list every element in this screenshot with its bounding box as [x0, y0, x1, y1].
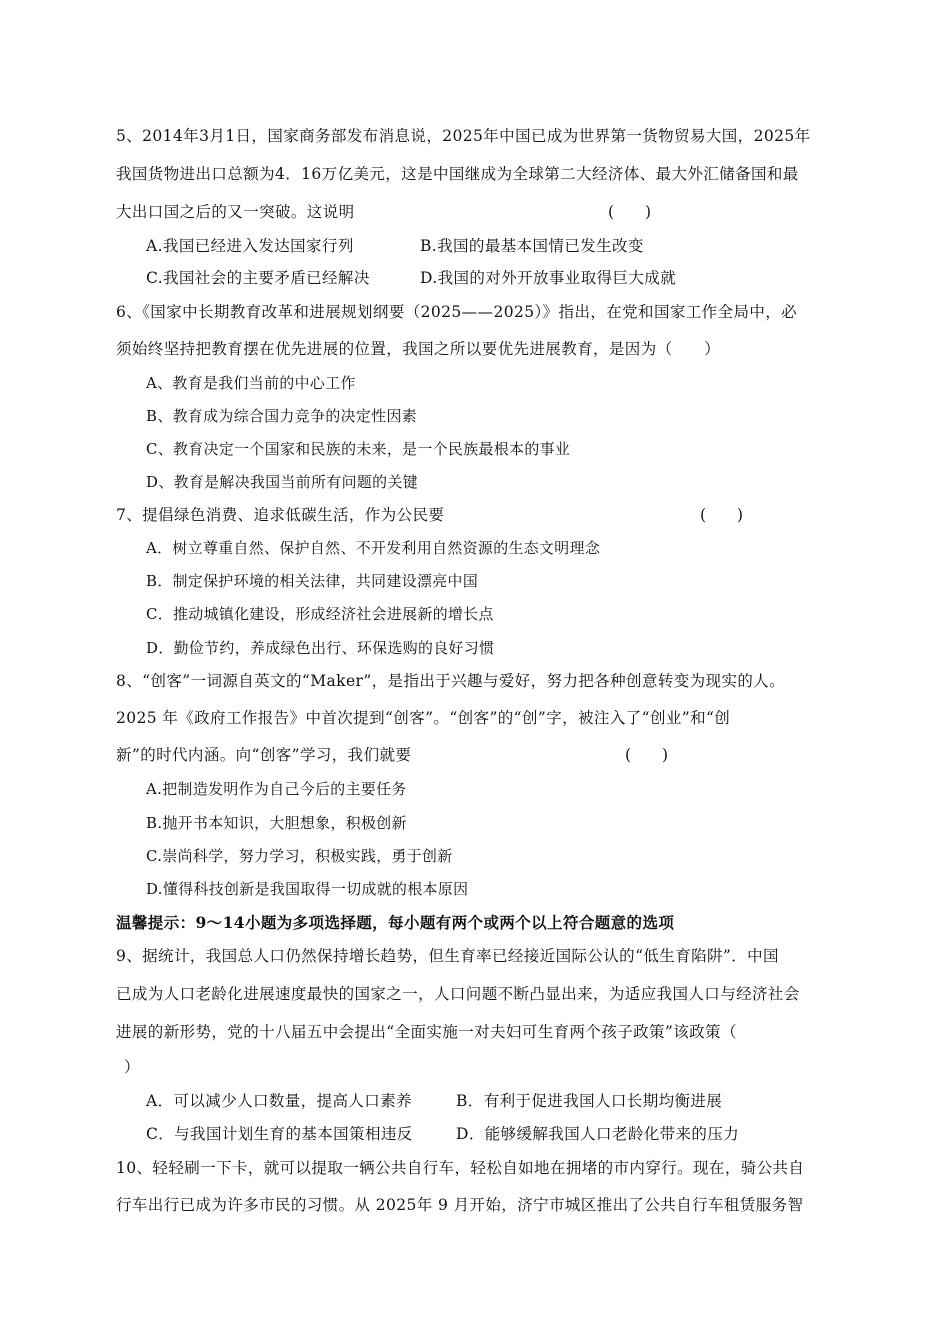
q8-option-c: C.崇尚科学，努力学习，积极实践，勇于创新	[146, 847, 453, 865]
q6-stem-line-2: 须始终坚持把教育摆在优先进展的位置，我国之所以要优先进展教育，是因为（ ）	[116, 340, 721, 358]
q10-stem-line-2: 行车出行已成为许多市民的习惯。从 2025年 9 月开始，济宁市城区推出了公共自行车租赁服务智	[116, 1196, 804, 1214]
q8-option-a: A.把制造发明作为自己今后的主要任务	[146, 780, 407, 798]
q6-option-b: B、教育成为综合国力竞争的决定性因素	[146, 407, 418, 425]
q9-option-b: B．有利于促进我国人口长期均衡进展	[456, 1092, 723, 1110]
q9-option-d: D．能够缓解我国人口老龄化带来的压力	[456, 1125, 740, 1143]
q6-option-c: C、教育决定一个国家和民族的未来，是一个民族最根本的事业	[146, 440, 571, 458]
q9-option-c: C．与我国计划生育的基本国策相违反	[146, 1125, 413, 1143]
q8-option-d: D.懂得科技创新是我国取得一切成就的根本原因	[146, 880, 469, 898]
q7-answer-bracket: ( )	[700, 506, 744, 524]
q5-option-d: D.我国的对外开放事业取得巨大成就	[420, 269, 677, 287]
q9-stem-line-2: 已成为人口老龄化进展速度最快的国家之一，人口问题不断凸显出来，为适应我国人口与经济社会	[116, 985, 800, 1003]
q6-option-a: A、教育是我们当前的中心工作	[146, 374, 356, 392]
q7-option-c: C．推动城镇化建设，形成经济社会进展新的增长点	[146, 605, 494, 623]
q9-stem-line-3: 进展的新形势，党的十八届五中会提出“全面实施一对夫妇可生育两个孩子政策”该政策（	[116, 1023, 737, 1041]
q8-stem-line-2: 2025 年《政府工作报告》中首次提到“创客”。“创客”的“创”字，被注入了“创业”和“创	[116, 709, 731, 727]
q5-option-b: B.我国的最基本国情已发生改变	[420, 237, 644, 255]
q8-stem-line-1: 8、“创客”一词源自英文的“Maker”，是指出于兴趣与爱好，努力把各种创意转变为现实的人。	[116, 672, 786, 690]
multi-choice-tip: 温馨提示：9～14小题为多项选择题，每小题有两个或两个以上符合题意的选项	[116, 913, 675, 932]
q8-option-b: B.抛开书本知识，大胆想象，积极创新	[146, 814, 407, 832]
q10-stem-line-1: 10、轻轻刷一下卡，就可以提取一辆公共自行车，轻松自如地在拥堵的市内穿行。现在，骑公共自	[116, 1159, 805, 1177]
q5-stem-line-2: 我国货物进出口总额为4．16万亿美元，这是中国继成为全球第二大经济体、最大外汇储备国和最	[116, 165, 799, 183]
q6-stem-line-1: 6、《国家中长期教育改革和进展规划纲要（2025——2025）》指出，在党和国家工作全局中，必	[116, 303, 798, 321]
q7-stem-line-1: 7、提倡绿色消费、追求低碳生活，作为公民要	[116, 506, 445, 524]
q5-stem-line-3: 大出口国之后的又一突破。这说明	[116, 203, 355, 221]
q5-option-a: A.我国已经进入发达国家行列	[146, 237, 354, 255]
q9-stem-line-4: ）	[124, 1058, 140, 1076]
q5-stem-line-1: 5、2014年3月1日，国家商务部发布消息说，2025年中国已成为世界第一货物贸易大国，2025年	[116, 127, 811, 145]
q5-answer-bracket: ( )	[608, 203, 652, 221]
q7-option-a: A．树立尊重自然、保护自然、不开发利用自然资源的生态文明理念	[146, 539, 601, 557]
q6-option-d: D、教育是解决我国当前所有问题的关键	[146, 473, 418, 491]
q8-answer-bracket: ( )	[625, 746, 669, 764]
q8-stem-line-3: 新”的时代内涵。向“创客”学习，我们就要	[116, 746, 412, 764]
q9-option-a: A．可以减少人口数量，提高人口素养	[146, 1092, 412, 1110]
q7-option-d: D．勤俭节约，养成绿色出行、环保选购的良好习惯	[146, 639, 495, 657]
q9-stem-line-1: 9、据统计，我国总人口仍然保持增长趋势，但生育率已经接近国际公认的“低生育陷阱”．中国	[116, 947, 779, 965]
q5-option-c: C.我国社会的主要矛盾已经解决	[146, 269, 370, 287]
q7-option-b: B．制定保护环境的相关法律，共同建设漂亮中国	[146, 572, 479, 590]
